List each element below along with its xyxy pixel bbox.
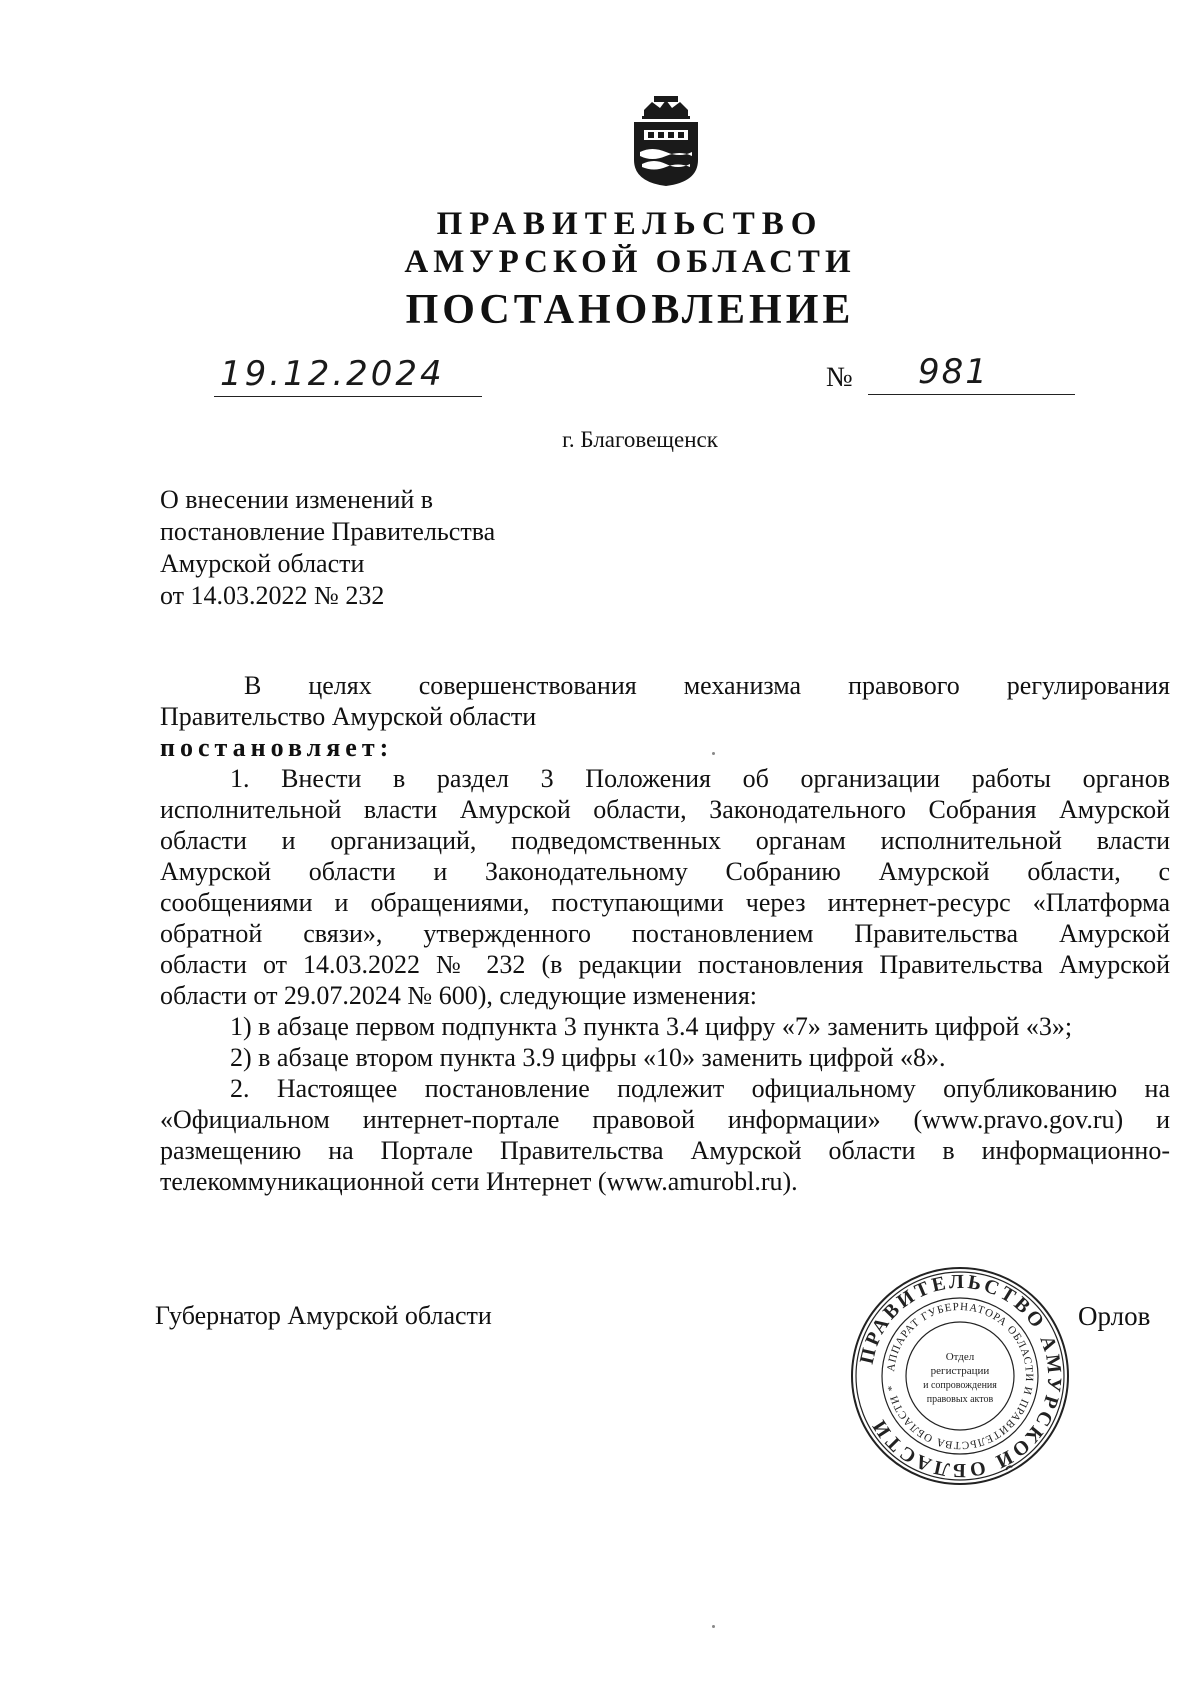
item1-line: сообщениями и обращениями, поступающими через интернет-ресурс «Платформа bbox=[160, 888, 1170, 917]
signer-name: Орлов bbox=[1078, 1301, 1151, 1331]
document-number: 981 bbox=[918, 352, 989, 392]
item2-line: размещению на Портале Правительства Амурской области в информационно- bbox=[160, 1136, 1170, 1165]
item1-line: области от 14.03.2022 № 232 (в редакции постановления Правительства Амурской bbox=[160, 950, 1170, 979]
subject-line: О внесении изменений в bbox=[160, 485, 434, 514]
document-body bbox=[160, 670, 1170, 1197]
document-subject bbox=[160, 484, 680, 612]
org-name-line1: ПРАВИТЕЛЬСТВО bbox=[436, 206, 824, 242]
coat-of-arms-icon bbox=[630, 96, 702, 188]
stamp-center-line: Отдел bbox=[945, 1351, 975, 1363]
item1-line: области и организаций, подведомственных органам исполнительной власти bbox=[160, 826, 1170, 855]
stamp-outer-text: ПРАВИТЕЛЬСТВО АМУРСКОЙ ОБЛАСТИ bbox=[855, 1270, 1066, 1482]
subject-line: от 14.03.2022 № 232 bbox=[160, 581, 385, 610]
document-date: 19.12.2024 bbox=[220, 354, 445, 394]
item2-line: «Официальном интернет-портале правовой информации» (www.pravo.gov.ru) и bbox=[160, 1105, 1170, 1134]
item1-line: обратной связи», утвержденного постановлением Правительства Амурской bbox=[160, 919, 1170, 948]
stamp-center-line: регистрации bbox=[930, 1365, 990, 1377]
number-sign: № bbox=[826, 362, 853, 393]
subitem-1: 1) в абзаце первом подпункта 3 пункта 3.4 цифру «7» заменить цифрой «3»; bbox=[230, 1012, 1073, 1041]
preamble-line: Правительство Амурской области bbox=[160, 702, 537, 731]
resolves-word: постановляет: bbox=[160, 733, 394, 762]
org-name-line2: АМУРСКОЙ ОБЛАСТИ bbox=[404, 244, 856, 280]
item2-line: телекоммуникационной сети Интернет (www.amurobl.ru). bbox=[160, 1167, 798, 1196]
subject-line: постановление Правительства bbox=[160, 517, 496, 546]
document-type: ПОСТАНОВЛЕНИЕ bbox=[405, 287, 855, 333]
preamble-line: В целях совершенствования механизма правового регулирования bbox=[244, 671, 1170, 700]
stamp-inner-text: АППАРАТ ГУБЕРНАТОРА ОБЛАСТИ И ПРАВИТЕЛЬСТВА ОБЛАСТИ * bbox=[885, 1300, 1036, 1452]
item1-line: Амурской области и Законодательному Собранию Амурской области, с bbox=[160, 857, 1170, 886]
item1-line: 1. Внести в раздел 3 Положения об организации работы органов bbox=[230, 764, 1170, 793]
item1-line: области от 29.07.2024 № 600), следующие изменения: bbox=[160, 981, 758, 1010]
subitem-2: 2) в абзаце втором пункта 3.9 цифры «10» заменить цифрой «8». bbox=[230, 1043, 946, 1072]
city: г. Благовещенск bbox=[562, 427, 718, 452]
official-stamp-icon bbox=[848, 1264, 1072, 1488]
stamp-center-line: правовых актов bbox=[926, 1394, 994, 1405]
scan-speck bbox=[712, 752, 715, 755]
stamp-center-line: и сопровождения bbox=[923, 1380, 997, 1391]
subject-line: Амурской области bbox=[160, 549, 365, 578]
item2-line: 2. Настоящее постановление подлежит официальному опубликованию на bbox=[230, 1074, 1170, 1103]
item1-line: исполнительной власти Амурской области, Законодательного Собрания Амурской bbox=[160, 795, 1170, 824]
signer-position: Губернатор Амурской области bbox=[155, 1301, 492, 1330]
scan-speck bbox=[712, 1625, 715, 1628]
